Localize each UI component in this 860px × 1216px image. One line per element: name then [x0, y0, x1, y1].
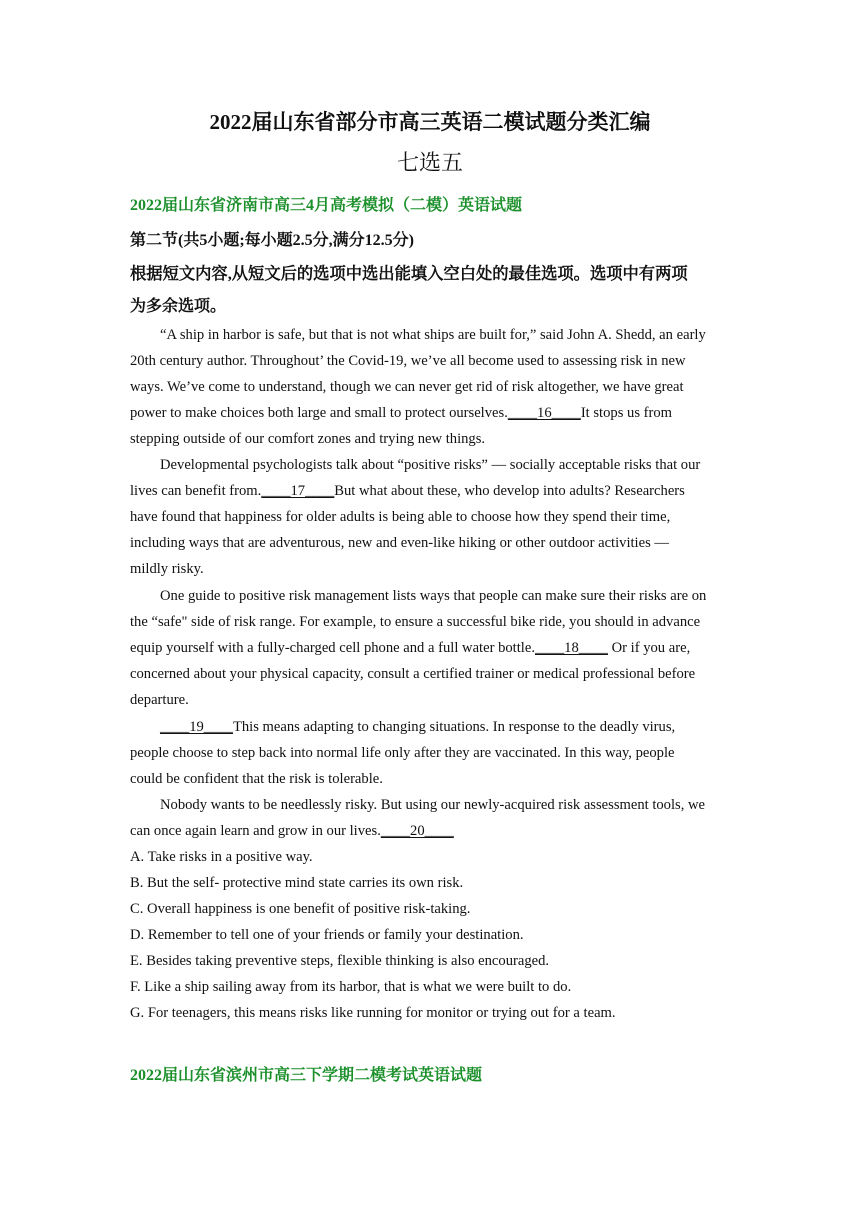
passage-paragraph-5 — [130, 792, 730, 844]
line-text: equip yourself with a fully-charged cell phone and a full water bottle. — [130, 640, 535, 656]
line-text: power to make choices both large and small to protect ourselves. — [130, 405, 508, 421]
paragraph-line: ways. We’ve come to understand, though we can never get rid of risk altogether, we have great — [130, 379, 684, 395]
paragraph-line: One guide to positive risk management lists ways that people can make sure their risks are on — [160, 588, 707, 604]
paragraph-line: departure. — [130, 692, 189, 708]
paragraph-line: could be confident that the risk is tolerable. — [130, 771, 383, 787]
line-text: It stops us from — [580, 405, 673, 421]
passage-paragraph-4 — [130, 714, 730, 792]
paragraph-line — [130, 635, 730, 661]
paragraph-line: people choose to step back into normal life only after they are vaccinated. In this way, people — [130, 745, 675, 761]
document-subtitle: 七选五 — [396, 150, 463, 175]
passage-paragraph-2 — [130, 452, 730, 582]
instruction-line-1: 根据短文内容,从短文后的选项中选出能填入空白处的最佳选项。选项中有两项 — [130, 264, 688, 283]
paragraph-line: Developmental psychologists talk about “positive risks” — socially acceptable risks that our — [160, 457, 701, 473]
line-text: can once again learn and grow in our lives. — [130, 823, 381, 839]
document-title: 2022届山东省部分市高三英语二模试题分类汇编 — [209, 110, 651, 134]
paragraph-line: the “safe" side of risk range. For example, to ensure a successful bike ride, you should in advance — [130, 614, 701, 630]
section-heading-jinan: 2022届山东省济南市高三4月高考模拟（二模）英语试题 — [130, 197, 523, 214]
paragraph-line: stepping outside of our comfort zones and trying new things. — [130, 431, 486, 447]
line-text: This means adapting to changing situations. In response to the deadly virus, — [232, 719, 676, 735]
paragraph-line: have found that happiness for older adults is being able to choose how they spend their time, — [130, 509, 671, 525]
passage-paragraph-1 — [130, 322, 730, 452]
section-heading-binzhou: 2022届山东省滨州市高三下学期二模考试英语试题 — [130, 1067, 483, 1084]
line-text: Or if you are, — [607, 640, 691, 656]
option-c: C. Overall happiness is one benefit of positive risk-taking. — [130, 901, 471, 917]
paragraph-line: 20th century author. Throughout’ the Covid-19, we’ve all become used to assessing risk in new — [130, 353, 686, 369]
line-text: But what about these, who develop into adults? Researchers — [334, 483, 685, 499]
paragraph-line — [130, 818, 730, 844]
instruction-line-2: 为多余选项。 — [130, 298, 227, 315]
paragraph-line — [130, 400, 730, 426]
paragraph-line — [130, 478, 730, 504]
section-part-label: 第二节(共5小题;每小题2.5分,满分12.5分) — [130, 232, 414, 249]
paragraph-line — [130, 714, 730, 740]
blank-20: ____20____ — [380, 823, 454, 839]
blank-18: ____18____ — [534, 640, 608, 656]
option-g: G. For teenagers, this means risks like running for monitor or trying out for a team. — [130, 1005, 616, 1021]
option-e: E. Besides taking preventive steps, flexible thinking is also encouraged. — [130, 953, 550, 969]
paragraph-line: mildly risky. — [130, 561, 204, 577]
option-d: D. Remember to tell one of your friends or family your destination. — [130, 927, 524, 943]
line-text: lives can benefit from. — [130, 483, 262, 499]
blank-17: ____17____ — [261, 483, 335, 499]
paragraph-line: including ways that are adventurous, new and even-like hiking or other outdoor activities — — [130, 535, 670, 551]
blank-16: ____16____ — [507, 405, 581, 421]
paragraph-line: Nobody wants to be needlessly risky. But using our newly-acquired risk assessment tools, we — [160, 797, 706, 813]
option-a: A. Take risks in a positive way. — [130, 849, 313, 865]
passage-paragraph-3 — [130, 583, 730, 713]
blank-19: ____19____ — [160, 719, 233, 735]
paragraph-line: concerned about your physical capacity, consult a certified trainer or medical professional before — [130, 666, 696, 682]
option-b: B. But the self- protective mind state carries its own risk. — [130, 875, 464, 891]
paragraph-line: “A ship in harbor is safe, but that is not what ships are built for,” said John A. Shedd, an early — [160, 327, 706, 343]
option-f: F. Like a ship sailing away from its harbor, that is what we were built to do. — [130, 979, 572, 995]
